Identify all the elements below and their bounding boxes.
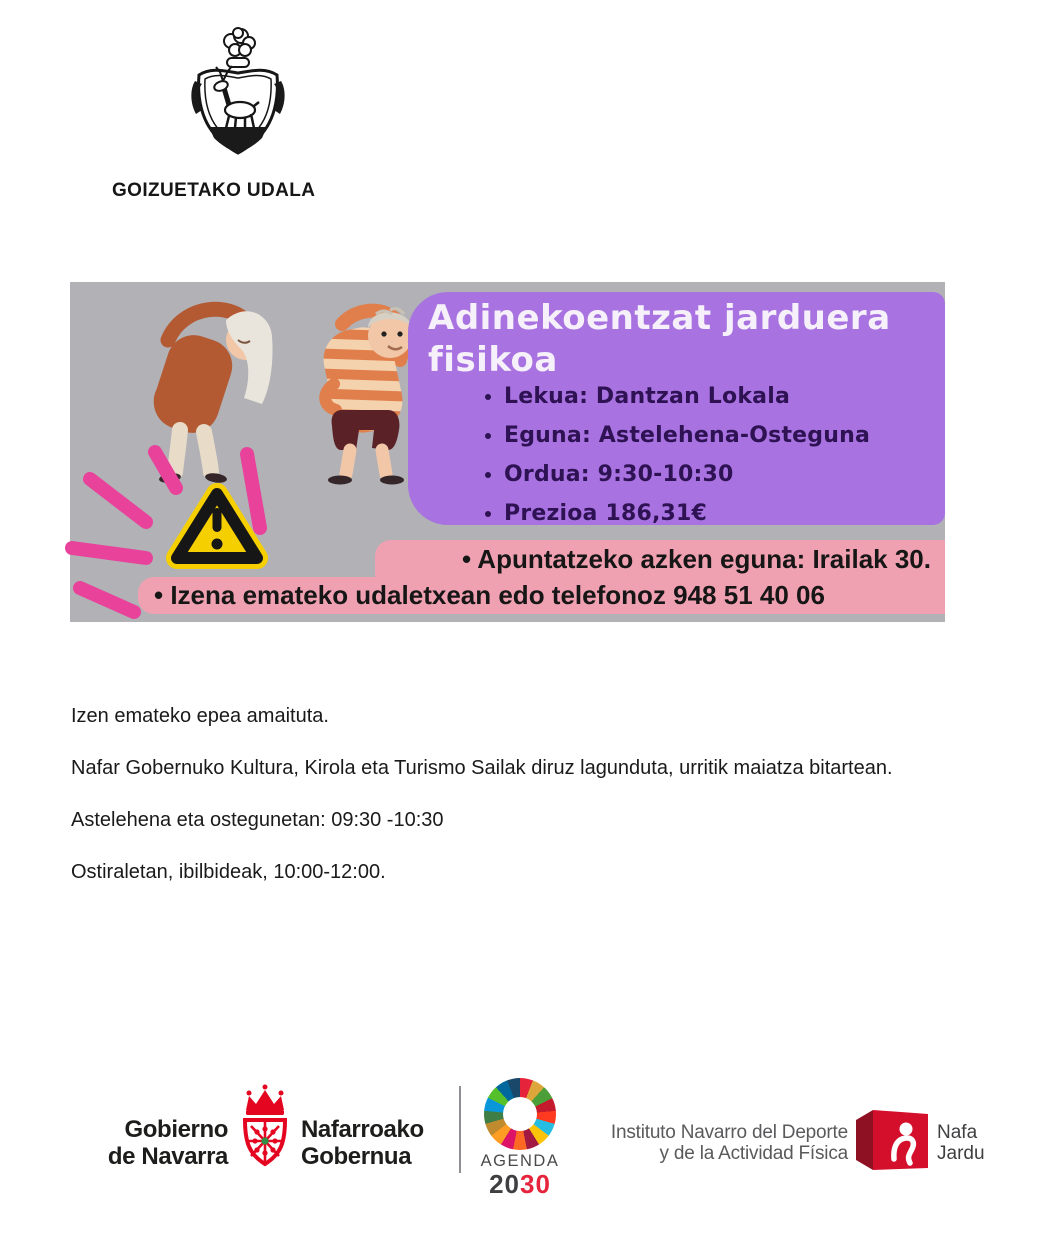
nafarroako-gobernua-wordmark <box>301 1116 424 1170</box>
paragraph-schedule-fridays: Ostiraletan, ibilbideak, 10:00-12:00. <box>71 861 386 883</box>
agenda-2030-logo <box>477 1076 563 1199</box>
flyer-info-panel <box>408 292 945 525</box>
flyer-deadline-banner: • Apuntatzeko azken eguna: Irailak 30. <box>375 540 945 577</box>
flyer-title-line1: Adinekoentzat jarduera <box>428 298 891 338</box>
flyer-title-line2: fisikoa <box>428 340 558 380</box>
agenda-year-30: 30 <box>520 1169 551 1199</box>
flyer-detail-price: • Prezioa 186,31€ <box>504 502 945 525</box>
flyer-detail-location: • Lekua: Dantzan Lokala <box>504 385 945 408</box>
paragraph-funding: Nafar Gobernuko Kultura, Kirola eta Turismo Sailak diruz lagunduta, urritik maiatza bitartean. <box>71 757 893 779</box>
flyer-detail-time: • Ordua: 9:30-10:30 <box>504 463 945 486</box>
paragraph-schedule-weekdays: Astelehena eta ostegunetan: 09:30 -10:30 <box>71 809 444 831</box>
footer-divider <box>459 1086 461 1173</box>
municipality-name: GOIZUETAKO UDALA <box>112 180 316 201</box>
agenda-year-20: 20 <box>489 1169 520 1199</box>
activity-flyer <box>70 282 945 622</box>
indaf-cube-icon <box>856 1107 928 1173</box>
flyer-detail-list <box>408 385 945 525</box>
flyer-detail-days: • Eguna: Astelehena-Osteguna <box>504 424 945 447</box>
indaf-eu-line2: Jardu <box>937 1142 985 1164</box>
indaf-eu-line1: Nafa <box>937 1122 978 1143</box>
instituto-line2: y de la Actividad Física <box>659 1142 848 1164</box>
warning-triangle-icon <box>177 494 257 558</box>
agenda-label: AGENDA <box>480 1152 560 1170</box>
instituto-line1: Instituto Navarro del Deporte <box>610 1122 848 1143</box>
paragraph-registration-closed: Izen emateko epea amaituta. <box>71 705 329 727</box>
gobierno-es-line2: de Navarra <box>107 1143 228 1170</box>
body-text <box>71 703 981 911</box>
gobierno-de-navarra-wordmark <box>94 1116 228 1170</box>
agenda-year <box>477 1171 563 1197</box>
indaf-basque-wordmark-cut <box>937 1123 985 1164</box>
flyer-signup-banner: • Izena emateko udaletxean edo telefonoz 948 51 40 06 <box>138 577 945 614</box>
instituto-navarro-wordmark <box>590 1123 848 1164</box>
sdg-color-wheel-icon <box>484 1078 556 1150</box>
navarra-emblem-icon <box>238 1084 292 1172</box>
gobierno-es-line1: Gobierno <box>124 1116 228 1143</box>
elderly-couple-exercising-illustration <box>147 309 412 485</box>
goizueta-coat-of-arms-icon <box>183 26 293 168</box>
flyer-title <box>408 292 945 381</box>
gobierno-eu-line2: Gobernua <box>301 1143 412 1170</box>
gobierno-eu-line1: Nafarroako <box>301 1116 424 1143</box>
